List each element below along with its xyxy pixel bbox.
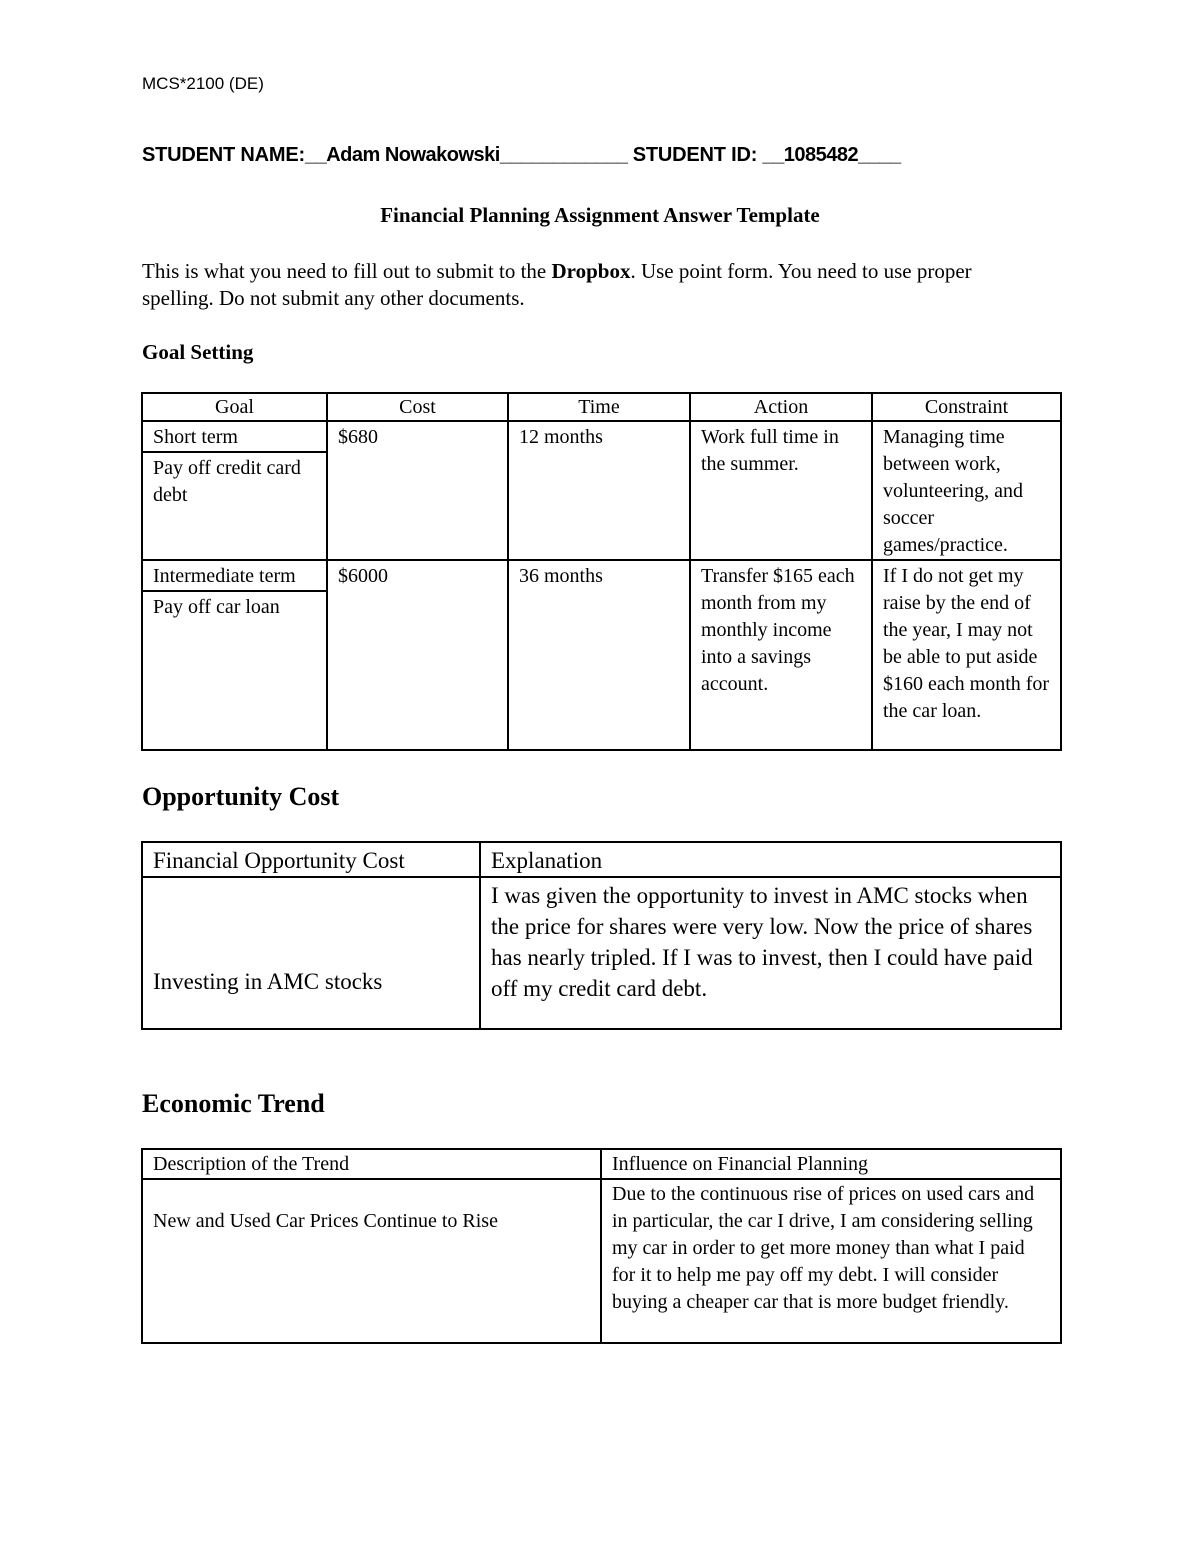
cost-cell: $6000 (327, 560, 508, 750)
goal-setting-heading: Goal Setting (142, 340, 254, 364)
constraint-cell: Managing time between work, volunteering, and soccer games/practice. (872, 421, 1061, 560)
column-header: Description of the Trend (142, 1149, 601, 1179)
economic-trend-heading: Economic Trend (142, 1089, 325, 1118)
student-info-line (142, 144, 901, 167)
action-cell: Work full time in the summer. (690, 421, 872, 560)
economic-trend-table (141, 1148, 1062, 1344)
column-header: Action (690, 393, 872, 421)
student-id-label: STUDENT ID: (632, 144, 758, 166)
student-name-label: STUDENT NAME: (142, 144, 305, 166)
time-cell: 12 months (508, 421, 690, 560)
table-row (142, 877, 1061, 1029)
trend-influence-cell: Due to the continuous rise of prices on used cars and in particular, the car I drive, I am considering selling my car in order to get more money than what I paid for it to help me pay off my debt. I will consider buying a cheaper car that is more budget friendly. (601, 1179, 1061, 1343)
intro-dropbox: Dropbox (551, 259, 631, 283)
column-header: Time (508, 393, 690, 421)
opportunity-cost-heading: Opportunity Cost (142, 782, 340, 811)
opportunity-cost-table (141, 841, 1062, 1030)
intro-text-1: This is what you need to fill out to submit to the (142, 259, 552, 283)
time-cell: 36 months (508, 560, 690, 750)
goal-description: Pay off credit card debt (153, 457, 301, 506)
column-header: Financial Opportunity Cost (142, 842, 480, 877)
column-header: Constraint (872, 393, 1061, 421)
intro-paragraph (142, 258, 1042, 312)
goal-description: Pay off car loan (153, 596, 280, 618)
goal-setting-table (141, 392, 1062, 751)
table-row (142, 560, 1061, 750)
table-row (142, 421, 1061, 560)
opportunity-cost-cell: Investing in AMC stocks (142, 877, 480, 1029)
goal-cell (142, 421, 327, 560)
student-name-value: __Adam Nowakowski____________ (304, 144, 628, 166)
document-title: Financial Planning Assignment Answer Template (380, 203, 820, 227)
goal-cell (142, 560, 327, 750)
constraint-cell: If I do not get my raise by the end of the year, I may not be able to put aside $160 each month for the car loan. (872, 560, 1061, 750)
table-row (142, 1179, 1061, 1343)
trend-description-cell: New and Used Car Prices Continue to Rise (142, 1179, 601, 1343)
action-cell: Transfer $165 each month from my monthly income into a savings account. (690, 560, 872, 750)
explanation-cell: I was given the opportunity to invest in AMC stocks when the price for shares were very low. Now the price of shares has nearly tripled. If I was to invest, then I could have paid off my credit card debt. (480, 877, 1061, 1029)
table-header-row (142, 842, 1061, 877)
course-code: MCS*2100 (DE) (142, 74, 264, 93)
goal-type: Short term (143, 422, 326, 453)
goal-type: Intermediate term (143, 561, 326, 592)
column-header: Goal (142, 393, 327, 421)
cost-cell: $680 (327, 421, 508, 560)
intro-text-2: . Use point form. You need to use proper spelling. Do not submit any other documents. (142, 259, 972, 310)
column-header: Explanation (480, 842, 1061, 877)
column-header: Influence on Financial Planning (601, 1149, 1061, 1179)
table-header-row (142, 393, 1061, 421)
table-header-row (142, 1149, 1061, 1179)
student-id-value: __1085482____ (762, 144, 901, 166)
column-header: Cost (327, 393, 508, 421)
